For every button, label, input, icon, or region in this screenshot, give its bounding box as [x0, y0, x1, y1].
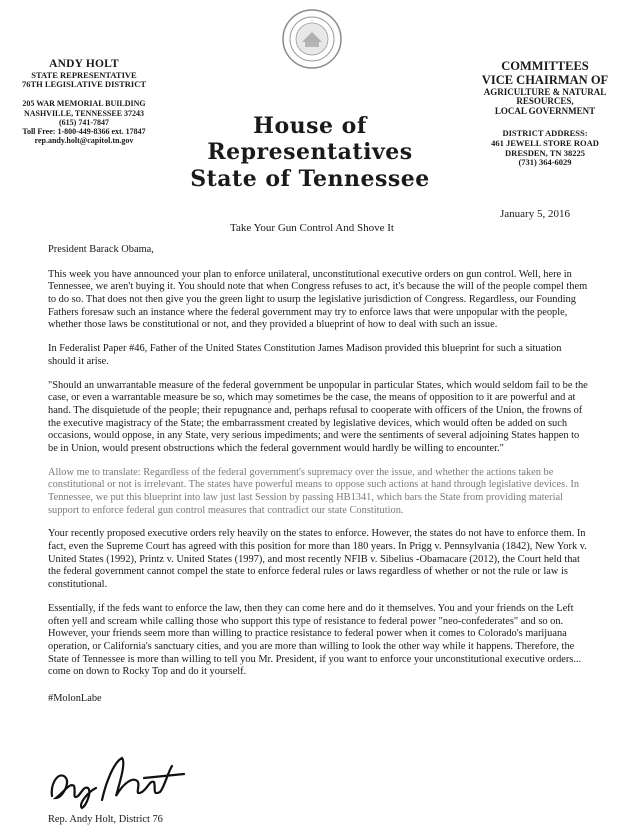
- committees-header: COMMITTEES VICE CHAIRMAN OF AGRICULTURE & NATURAL RESOURCES, LOCAL GOVERNMENT DISTRICT ADDRESS: 461 JEWELL STORE ROAD DRESDEN, TN 38225 (731) 364-6029: [470, 60, 620, 168]
- letter-date: January 5, 2016: [500, 208, 570, 220]
- toll-free-phone: Toll Free: 1-800-449-8366 ext. 17847: [22, 126, 146, 136]
- paragraph: Your recently proposed executive orders rely heavily on the states to enforce. However, the states do not have to enforce them. In fact, even the Supreme Court has agreed with this position for more than 180 years. In Prigg v. Pennsylvania (1842), New York v. United States (1992), Printz v. United States (1997), and most recently NFIB v. Sibelius -Obamacare (2012), the Court held that the federal government cannot compel the state to enforce federal rules or laws regardless of whether or not the rule or law is constitutional.: [48, 528, 587, 591]
- representative-header: [14, 58, 154, 145]
- representative-district: 76TH LEGISLATIVE DISTRICT: [21, 78, 147, 89]
- hashtag: #MolonLabe: [48, 692, 102, 704]
- paragraph: In Federalist Paper #46, Father of the United States Constitution James Madison provided this blueprint for such a situation should it arise.: [48, 343, 562, 367]
- paragraph: Allow me to translate: Regardless of the federal government's supremacy over the issue, and whether the actions taken be constitutional or not is irrelevant. The states have powerful means to oppose such actions at hand through legislative devices. In Tennessee, we put this blueprint into law just last Session by passing HB1341, which bars the State from providing material support to enforce federal gun control measures that contradict our state Constitution.: [48, 466, 580, 516]
- district-phone: (731) 364-6029: [518, 157, 572, 168]
- representative-name: ANDY HOLT: [49, 58, 119, 70]
- salutation: President Barack Obama,: [48, 244, 154, 255]
- state-seal-icon: [281, 8, 343, 70]
- signature-name: Rep. Andy Holt, District 76: [48, 814, 163, 825]
- paragraph: This week you have announced your plan to enforce unilateral, unconstitutional executive orders on gun control. Well, here in Tennessee, we aren't buying it. You should note that when Congress refuses to act, it's because the will of the people compel them to do so. That does not then give you the green light to usurp the legislative jurisdiction of Congress. Regardless, our Founding Fathers foresaw such an instance where the federal government may try to enforce laws that were unpopular with the people, whether those laws be constitutional or not, and they provided a blueprint of how to deal with such an issue.: [48, 268, 588, 331]
- quote-paragraph: "Should an unwarrantable measure of the federal government be unpopular in particular States, which would seldom fail to be the case, or even a warrantable measure be so, which may sometimes be the case, the means of opposition to it are powerful and at hand. The disquietude of the people; their repugnance and, perhaps refusal to cooperate with officers of the Union, the frowns of the executive magistracy of the State; the embarrassment created by legislative devices, which would often be added on such occasions, would oppose, in any State, very serious impediments; and were the sentiments of several adjoining States happen to be in Union, would present obstructions which the federal government would hardly be willing to encounter.": [48, 379, 588, 454]
- office-address: 205 WAR MEMORIAL BUILDING NASHVILLE, TENNESSEE 37243 (615) 741-7847 Toll Free: 1-800-449-8366 ext. 17847 rep.andy.holt@capitol.tn.gov: [14, 99, 154, 145]
- letter-body: [48, 244, 588, 717]
- email-address: rep.andy.holt@capitol.tn.gov: [34, 136, 134, 146]
- paragraph: Essentially, if the feds want to enforce the law, then they can come here and do it themselves. You and your friends on the Left often yell and scream while calling those who support this type of resistance to federal power "neo-confederates" and so on. However, your friends seem more than willing to practice resistance to federal power when it comes to Colorado's marijuana operation, or California's sanctuary cities, and you are more than willing to look the other way while it happens. Therefore, the State of Tennessee is more than willing to tell you Mr. President, if you want to enforce your unconstitutional executive orders... come on down to Rocky Top and do it yourself.: [48, 602, 582, 678]
- letter-subject: Take Your Gun Control And Shove It: [230, 222, 394, 234]
- representative-title: STATE REPRESENTATIVE: [31, 69, 137, 80]
- district-address: DISTRICT ADDRESS: 461 JEWELL STORE ROAD DRESDEN, TN 38225 (731) 364-6029: [470, 129, 620, 168]
- signature-icon: [44, 752, 194, 812]
- office-phone: (615) 741-7847: [59, 117, 109, 127]
- letterhead-title: House of Representatives State of Tennessee: [190, 113, 430, 192]
